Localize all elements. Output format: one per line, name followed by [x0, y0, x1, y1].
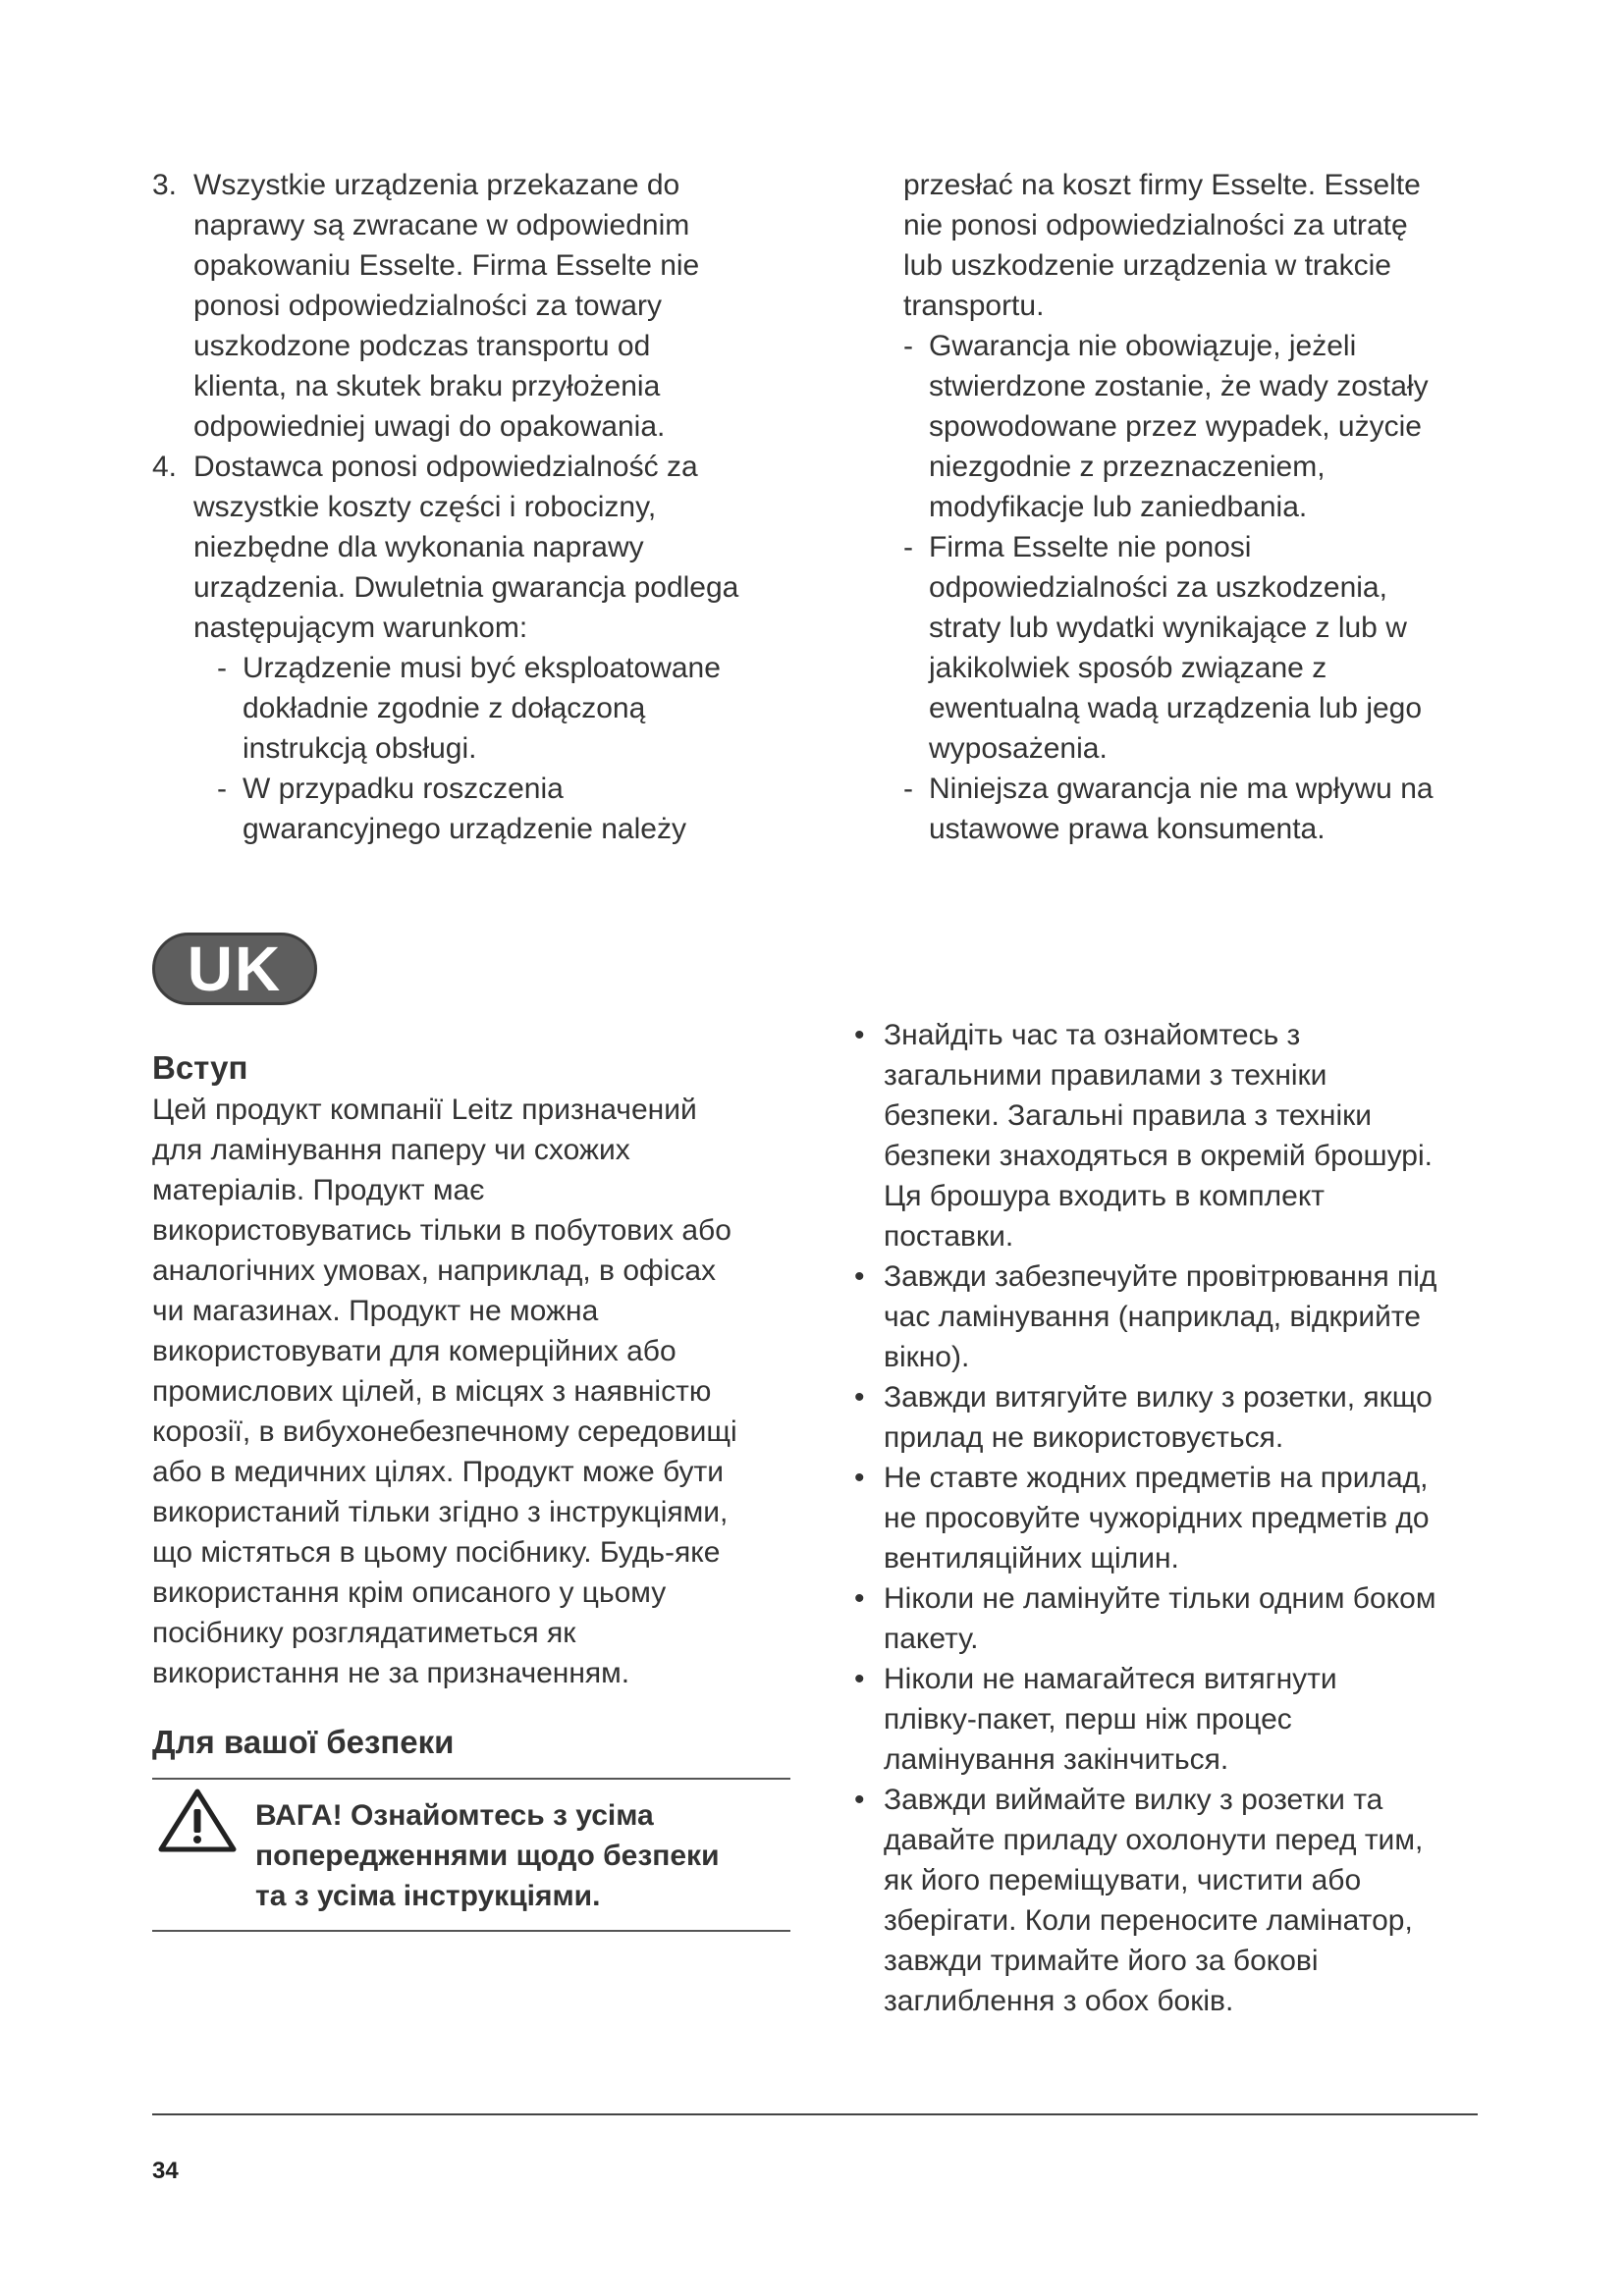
line: використовуватись тільки в побутових або [152, 1214, 731, 1247]
intro-paragraph [152, 1090, 790, 1693]
line: klienta, na skutek braku przyłożenia [193, 370, 661, 402]
bullet-marker: • [854, 1381, 865, 1414]
line: або в медичних цілях. Продукт може бути [152, 1456, 725, 1488]
safety-bullet [854, 1458, 1483, 1578]
polish-right-column [903, 165, 1502, 849]
condition-continuation [903, 165, 1502, 326]
bullet-marker: • [854, 1019, 865, 1051]
line: przesłać na koszt firmy Esselte. Esselte [903, 169, 1421, 201]
line: Wszystkie urządzenia przekazane do [193, 169, 680, 201]
uk-right-column [854, 1015, 1483, 2021]
line: urządzenia. Dwuletnia gwarancja podlega [193, 571, 739, 604]
footer-divider [152, 2113, 1478, 2115]
line: Ніколи не ламінуйте тільки одним боком [884, 1582, 1436, 1615]
spacer [152, 1764, 790, 1778]
line: безпеки. Загальні правила з техніки [884, 1099, 1373, 1132]
dash-marker: - [217, 652, 227, 684]
bullet-marker: • [854, 1462, 865, 1494]
divider [152, 1930, 790, 1932]
line: ламінування закінчиться. [884, 1743, 1229, 1776]
line: Dostawca ponosi odpowiedzialność za [193, 451, 698, 483]
dash-marker: - [903, 773, 913, 805]
line: як його переміщувати, чистити або [884, 1864, 1362, 1896]
line: Завжди забезпечуйте провітрювання під [884, 1260, 1437, 1293]
language-badge-uk: UK [152, 933, 317, 1005]
line: następującym warunkom: [193, 612, 528, 644]
warranty-item-4 [152, 447, 790, 849]
line: Urządzenie musi być eksploatowane [243, 652, 721, 684]
line: матеріалів. Продукт має [152, 1174, 485, 1206]
line: gwarancyjnego urządzenie należy [243, 813, 686, 845]
line: naprawy są zwracane w odpowiednim [193, 209, 690, 241]
line: Завжди витягуйте вилку з розетки, якщо [884, 1381, 1433, 1414]
line: uszkodzone podczas transportu od [193, 330, 651, 362]
line: Завжди виймайте вилку з розетки та [884, 1784, 1383, 1816]
line: корозії, в вибухонебезпечному середовищі [152, 1415, 737, 1448]
safety-heading: Для вашої безпеки [152, 1724, 455, 1760]
line: ponosi odpowiedzialności za towary [193, 290, 662, 322]
line: W przypadku roszczenia [243, 773, 564, 805]
safety-bullet [854, 1015, 1483, 1256]
bullet-marker: • [854, 1260, 865, 1293]
line: Ніколи не намагайтеся витягнути [884, 1663, 1337, 1695]
uk-left-column [152, 1046, 790, 1932]
polish-left-column [152, 165, 790, 849]
line: dokładnie zgodnie z dołączoną [243, 692, 646, 724]
line: niezbędne dla wykonania naprawy [193, 531, 644, 563]
line: вікно). [884, 1341, 970, 1373]
safety-bullet [854, 1256, 1483, 1377]
safety-bullet [854, 1780, 1483, 2021]
line: час ламінування (наприклад, відкрийте [884, 1301, 1421, 1333]
line: давайте приладу охолонути перед тим, [884, 1824, 1424, 1856]
condition-item [903, 527, 1502, 769]
line: Цей продукт компанії Leitz призначений [152, 1094, 697, 1126]
dash-marker: - [217, 773, 227, 805]
condition-item [903, 326, 1502, 527]
warranty-item-3 [152, 165, 790, 447]
line: прилад не використовується. [884, 1421, 1284, 1454]
line: spowodowane przez wypadek, użycie [929, 410, 1422, 443]
line: використовувати для комерційних або [152, 1335, 677, 1367]
line: ewentualną wadą urządzenia lub jego [929, 692, 1423, 724]
line: instrukcją obsługi. [243, 732, 477, 765]
line: transportu. [903, 290, 1045, 322]
line: modyfikacje lub zaniedbania. [929, 491, 1308, 523]
line: odpowiedniej uwagi do opakowania. [193, 410, 666, 443]
line: заглиблення з обох боків. [884, 1985, 1234, 2017]
warning-line: та з усіма інструкціями. [255, 1880, 601, 1912]
safety-bullet [854, 1659, 1483, 1780]
dash-marker: - [903, 330, 913, 362]
line: Ця брошура входить в комплект [884, 1180, 1326, 1212]
item-number: 3. [152, 169, 178, 201]
warning-triangle-icon [158, 1788, 237, 1852]
warning-line: ВАГА! Ознайомтесь з усіма [255, 1799, 654, 1832]
line: використаний тільки згідно з інструкціями, [152, 1496, 729, 1528]
page-number: 34 [152, 2158, 179, 2184]
line: opakowaniu Esselte. Firma Esselte nie [193, 249, 700, 282]
line: niezgodnie z przeznaczeniem, [929, 451, 1326, 483]
line: lub uszkodzenie urządzenia w trakcie [903, 249, 1391, 282]
line: Не ставте жодних предметів на прилад, [884, 1462, 1429, 1494]
safety-warning [152, 1780, 790, 1930]
line: straty lub wydatki wynikające z lub w [929, 612, 1407, 644]
line: wszystkie koszty części i robocizny, [193, 491, 657, 523]
intro-heading: Вступ [152, 1049, 248, 1086]
line: використання крім описаного у цьому [152, 1576, 667, 1609]
line: посібнику розглядатиметься як [152, 1617, 576, 1649]
line: не просовуйте чужорідних предметів до [884, 1502, 1430, 1534]
bullet-marker: • [854, 1784, 865, 1816]
safety-bullet [854, 1377, 1483, 1458]
line: плівку-пакет, перш ніж процес [884, 1703, 1292, 1735]
condition-item [217, 648, 790, 769]
spacer [152, 1693, 790, 1721]
line: jakikolwiek sposób związane z [929, 652, 1327, 684]
line: вентиляційних щілин. [884, 1542, 1179, 1575]
line: безпеки знаходяться в окремій брошурі. [884, 1140, 1433, 1172]
line: що містяться в цьому посібнику. Будь-яке [152, 1536, 721, 1569]
item-number: 4. [152, 451, 178, 483]
condition-item [217, 769, 790, 849]
line: stwierdzone zostanie, że wady zostały [929, 370, 1429, 402]
line: Знайдіть час та ознайомтесь з [884, 1019, 1301, 1051]
line: ustawowe prawa konsumenta. [929, 813, 1326, 845]
line: Gwarancja nie obowiązuje, jeżeli [929, 330, 1357, 362]
dash-marker: - [903, 531, 913, 563]
line: для ламінування паперу чи схожих [152, 1134, 630, 1166]
line: Firma Esselte nie ponosi [929, 531, 1252, 563]
warranty-conditions-list [193, 648, 790, 849]
line: поставки. [884, 1220, 1014, 1253]
line: odpowiedzialności za uszkodzenia, [929, 571, 1387, 604]
line: nie ponosi odpowiedzialności za utratę [903, 209, 1408, 241]
line: використання не за призначенням. [152, 1657, 630, 1689]
safety-bullet [854, 1578, 1483, 1659]
line: загальними правилами з техніки [884, 1059, 1327, 1092]
line: wyposażenia. [929, 732, 1108, 765]
bullet-marker: • [854, 1663, 865, 1695]
warning-line: попередженнями щодо безпеки [255, 1840, 720, 1872]
line: аналогічних умовах, наприклад, в офісах [152, 1255, 717, 1287]
condition-item [903, 769, 1502, 849]
line: Niniejsza gwarancja nie ma wpływu na [929, 773, 1434, 805]
bullet-marker: • [854, 1582, 865, 1615]
line: промислових цілей, в місцях з наявністю [152, 1375, 712, 1408]
line: пакету. [884, 1623, 979, 1655]
line: завжди тримайте його за бокові [884, 1945, 1319, 1977]
line: чи магазинах. Продукт не можна [152, 1295, 599, 1327]
line: зберігати. Коли переносите ламінатор, [884, 1904, 1413, 1937]
